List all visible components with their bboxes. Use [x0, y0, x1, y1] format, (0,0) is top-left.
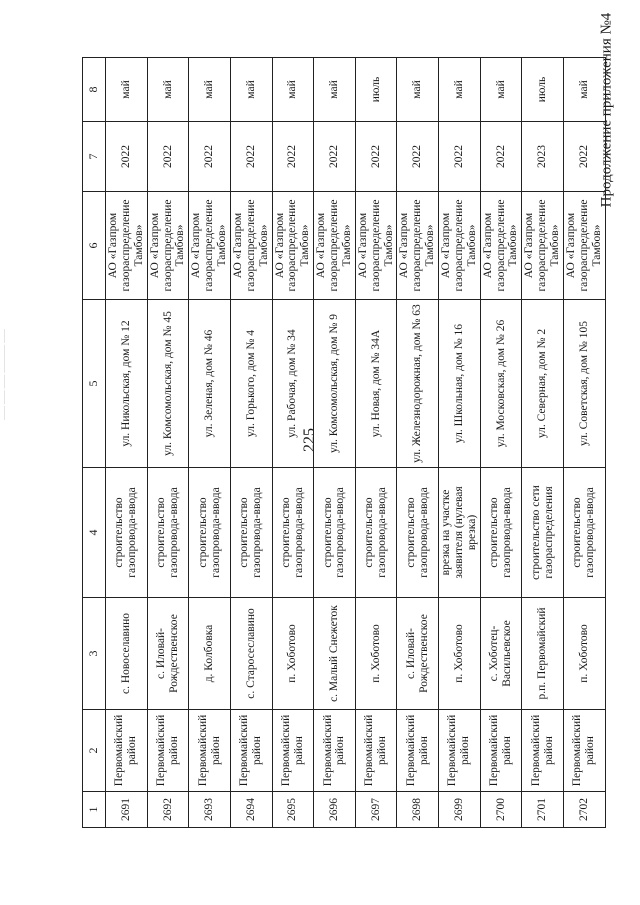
organization-cell: АО «Газпром газораспределение Тамбов» — [189, 192, 231, 300]
district-cell: Первомайский район — [314, 710, 356, 792]
month-cell: июль — [355, 58, 397, 122]
address-cell: ул. Северная, дом № 2 — [522, 300, 564, 468]
table-body — [106, 58, 606, 828]
table-row — [189, 58, 231, 828]
year-cell: 2022 — [106, 122, 148, 192]
table-row — [314, 58, 356, 828]
year-cell: 2022 — [147, 122, 189, 192]
month-cell: май — [397, 58, 439, 122]
settlement-cell: с. Старосеславино — [230, 598, 272, 710]
table-row — [147, 58, 189, 828]
work-type-cell: строительство газопровода-ввода — [230, 468, 272, 598]
table-row — [230, 58, 272, 828]
header-cell: 2 — [83, 710, 106, 792]
header-cell: 4 — [83, 468, 106, 598]
district-cell: Первомайский район — [355, 710, 397, 792]
table-row — [272, 58, 314, 828]
page-number: 225 — [301, 428, 318, 452]
year-cell: 2022 — [439, 122, 481, 192]
settlement-cell: п. Хоботово — [272, 598, 314, 710]
row-number-cell: 2694 — [230, 792, 272, 828]
year-cell: 2022 — [189, 122, 231, 192]
row-number-cell: 2696 — [314, 792, 356, 828]
address-cell: ул. Комсомольская, дом № 45 — [147, 300, 189, 468]
header-cell: 3 — [83, 598, 106, 710]
rotated-table-container — [82, 58, 603, 828]
row-number-cell: 2692 — [147, 792, 189, 828]
row-number-cell: 2695 — [272, 792, 314, 828]
district-cell: Первомайский район — [522, 710, 564, 792]
row-number-cell: 2691 — [106, 792, 148, 828]
work-type-cell: врезка на участке заявителя (нулевая врезка) — [439, 468, 481, 598]
appendix-table — [82, 57, 606, 828]
settlement-cell: с. Иловай-Рождественское — [397, 598, 439, 710]
year-cell: 2022 — [272, 122, 314, 192]
table-row — [397, 58, 439, 828]
month-cell: май — [230, 58, 272, 122]
organization-cell: АО «Газпром газораспределение Тамбов» — [272, 192, 314, 300]
settlement-cell: д. Колбовка — [189, 598, 231, 710]
work-type-cell: строительство газопровода-ввода — [147, 468, 189, 598]
district-cell: Первомайский район — [480, 710, 522, 792]
district-cell: Первомайский район — [272, 710, 314, 792]
row-number-cell: 2697 — [355, 792, 397, 828]
organization-cell: АО «Газпром газораспределение Тамбов» — [439, 192, 481, 300]
organization-cell: АО «Газпром газораспределение Тамбов» — [480, 192, 522, 300]
year-cell: 2022 — [355, 122, 397, 192]
work-type-cell: строительство газопровода-ввода — [397, 468, 439, 598]
address-cell: ул. Железнодорожная, дом № 63 — [397, 300, 439, 468]
year-cell: 2023 — [522, 122, 564, 192]
month-cell: май — [189, 58, 231, 122]
work-type-cell: строительство газопровода-ввода — [563, 468, 605, 598]
address-cell: ул. Рабочая, дом № 34 — [272, 300, 314, 468]
year-cell: 2022 — [480, 122, 522, 192]
header-cell: 7 — [83, 122, 106, 192]
work-type-cell: строительство газопровода-ввода — [106, 468, 148, 598]
settlement-cell: с. Хоботец-Васильевское — [480, 598, 522, 710]
organization-cell: АО «Газпром газораспределение Тамбов» — [147, 192, 189, 300]
row-number-cell: 2701 — [522, 792, 564, 828]
address-cell: ул. Школьная, дом № 16 — [439, 300, 481, 468]
header-cell: 1 — [83, 792, 106, 828]
district-cell: Первомайский район — [106, 710, 148, 792]
appendix-caption: Продолжение приложения №4 — [598, 12, 615, 208]
organization-cell: АО «Газпром газораспределение Тамбов» — [397, 192, 439, 300]
address-cell: ул. Московская, дом № 26 — [480, 300, 522, 468]
organization-cell: АО «Газпром газораспределение Тамбов» — [230, 192, 272, 300]
settlement-cell: с. Малый Снежеток — [314, 598, 356, 710]
district-cell: Первомайский район — [230, 710, 272, 792]
month-cell: май — [439, 58, 481, 122]
address-cell: ул. Новая, дом № 34А — [355, 300, 397, 468]
year-cell: 2022 — [230, 122, 272, 192]
scan-mark: —— —— —— ———— —— — [0, 329, 8, 420]
table-row — [563, 58, 605, 828]
row-number-cell: 2698 — [397, 792, 439, 828]
settlement-cell: п. Хоботово — [439, 598, 481, 710]
organization-cell: АО «Газпром газораспределение Тамбов» — [355, 192, 397, 300]
organization-cell: АО «Газпром газораспределение Тамбов» — [314, 192, 356, 300]
month-cell: май — [147, 58, 189, 122]
work-type-cell: строительство газопровода-ввода — [355, 468, 397, 598]
district-cell: Первомайский район — [397, 710, 439, 792]
year-cell: 2022 — [314, 122, 356, 192]
header-cell: 6 — [83, 192, 106, 300]
district-cell: Первомайский район — [439, 710, 481, 792]
settlement-cell: п. Хоботово — [355, 598, 397, 710]
district-cell: Первомайский район — [147, 710, 189, 792]
address-cell: ул. Горького, дом № 4 — [230, 300, 272, 468]
month-cell: май — [480, 58, 522, 122]
settlement-cell: с. Иловай-Рождественское — [147, 598, 189, 710]
table-row — [480, 58, 522, 828]
district-cell: Первомайский район — [189, 710, 231, 792]
month-cell: май — [272, 58, 314, 122]
organization-cell: АО «Газпром газораспределение Тамбов» — [522, 192, 564, 300]
address-cell: ул. Никольская, дом № 12 — [106, 300, 148, 468]
row-number-cell: 2700 — [480, 792, 522, 828]
table-row — [106, 58, 148, 828]
month-cell: май — [314, 58, 356, 122]
settlement-cell: п. Хоботово — [563, 598, 605, 710]
table-row — [439, 58, 481, 828]
month-cell: июль — [522, 58, 564, 122]
address-cell: ул. Советская, дом № 105 — [563, 300, 605, 468]
work-type-cell: строительство газопровода-ввода — [314, 468, 356, 598]
work-type-cell: строительство сети газораспределения — [522, 468, 564, 598]
work-type-cell: строительство газопровода-ввода — [480, 468, 522, 598]
year-cell: 2022 — [397, 122, 439, 192]
work-type-cell: строительство газопровода-ввода — [272, 468, 314, 598]
organization-cell: АО «Газпром газораспределение Тамбов» — [563, 192, 605, 300]
row-number-cell: 2699 — [439, 792, 481, 828]
header-row — [83, 58, 106, 828]
row-number-cell: 2702 — [563, 792, 605, 828]
month-cell: май — [563, 58, 605, 122]
table-row — [522, 58, 564, 828]
organization-cell: АО «Газпром газораспределение Тамбов» — [106, 192, 148, 300]
district-cell: Первомайский район — [563, 710, 605, 792]
year-cell: 2022 — [563, 122, 605, 192]
header-cell: 8 — [83, 58, 106, 122]
work-type-cell: строительство газопровода-ввода — [189, 468, 231, 598]
header-cell: 5 — [83, 300, 106, 468]
table-row — [355, 58, 397, 828]
address-cell: ул. Зеленая, дом № 46 — [189, 300, 231, 468]
settlement-cell: с. Новоселавино — [106, 598, 148, 710]
settlement-cell: р.п. Первомайский — [522, 598, 564, 710]
row-number-cell: 2693 — [189, 792, 231, 828]
address-cell: ул. Комсомольская, дом № 9 — [314, 300, 356, 468]
month-cell: май — [106, 58, 148, 122]
